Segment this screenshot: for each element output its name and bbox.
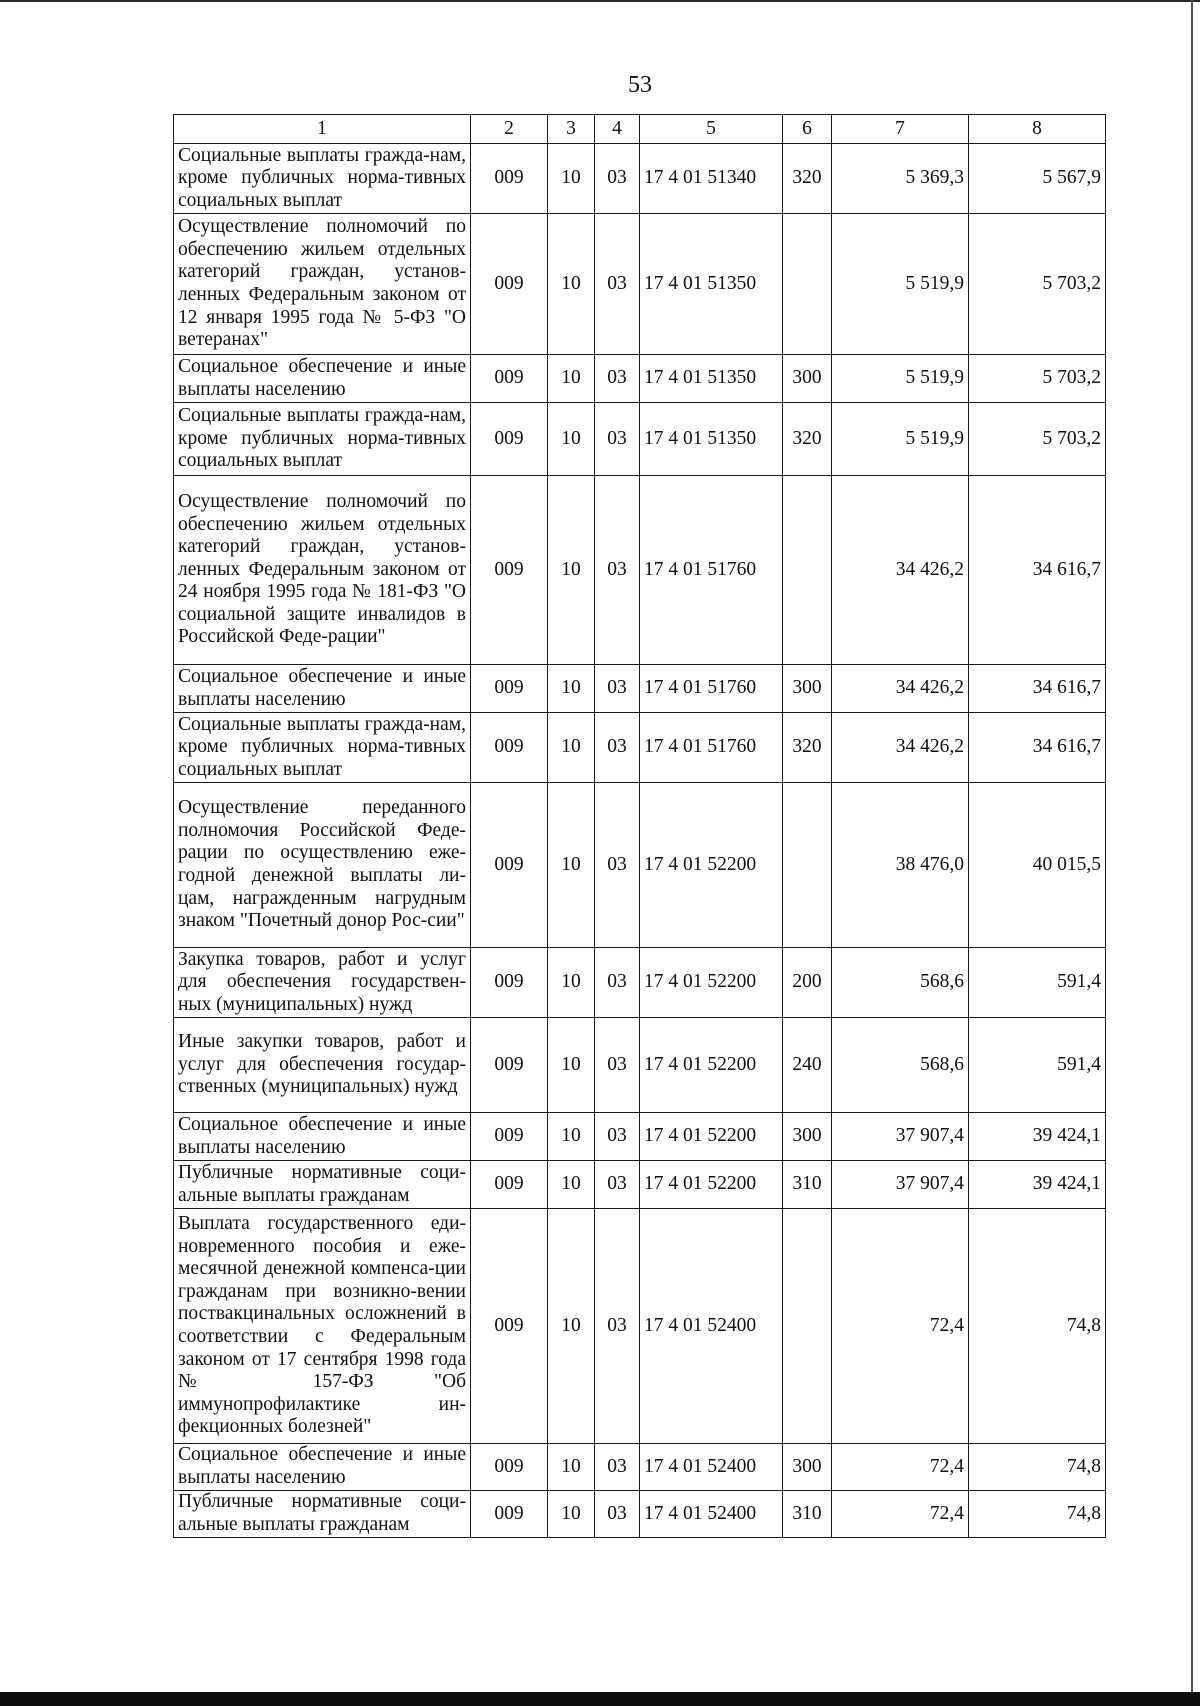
row-col-8: 34 616,7 [969,665,1106,713]
row-name: Социальное обеспечение и иные выплаты населению [174,665,471,713]
row-col-8: 74,8 [969,1491,1106,1538]
row-col-4: 03 [595,1444,640,1491]
row-col-3: 10 [548,1161,595,1209]
table-row [174,1444,1106,1491]
table-row [174,355,1106,403]
row-col-7: 5 369,3 [832,144,969,214]
table-row [174,403,1106,476]
row-col-8: 74,8 [969,1444,1106,1491]
table-row [174,214,1106,355]
row-name: Публичные нормативные соци-альные выплаты гражданам [174,1491,471,1538]
row-col-3: 10 [548,665,595,713]
row-col-7: 72,4 [832,1491,969,1538]
row-col-4: 03 [595,1161,640,1209]
table-header-row [174,115,1106,144]
row-col-4: 03 [595,713,640,783]
row-name: Осуществление полномочий по обеспечению жильем отдельных категорий граждан, установ-ленных Федеральным законом от 24 ноября 1995 года № 181-ФЗ "О социальной защите инвалидов в Российской Феде-рации" [174,476,471,665]
table-row [174,1018,1106,1113]
row-col-2: 009 [471,713,548,783]
row-col-3: 10 [548,355,595,403]
row-col-8: 74,8 [969,1209,1106,1444]
header-col-2: 2 [471,115,548,144]
row-col-7: 5 519,9 [832,403,969,476]
table-row [174,1209,1106,1444]
row-col-5: 17 4 01 51760 [640,713,783,783]
scan-edge-right [1191,0,1193,1692]
row-name: Выплата государственного еди-новременного пособия и еже-месячной денежной компенса-ции гражданам при возникно-вении поствакцинальных осложнений в соответствии с Федеральным законом от 17 сентября 1998 года № 157-ФЗ "Об иммунопрофилактике ин-фекционных болезней" [174,1209,471,1444]
row-col-5: 17 4 01 52200 [640,1018,783,1113]
row-col-3: 10 [548,1491,595,1538]
row-col-4: 03 [595,1113,640,1161]
row-col-4: 03 [595,1209,640,1444]
table-row [174,144,1106,214]
row-col-7: 5 519,9 [832,355,969,403]
row-col-5: 17 4 01 52400 [640,1444,783,1491]
table-row [174,476,1106,665]
row-col-5: 17 4 01 51340 [640,144,783,214]
row-name: Социальные выплаты гражда-нам, кроме публичных норма-тивных социальных выплат [174,144,471,214]
row-col-2: 009 [471,403,548,476]
row-col-3: 10 [548,713,595,783]
row-col-5: 17 4 01 52200 [640,1113,783,1161]
row-col-7: 37 907,4 [832,1113,969,1161]
row-col-6: 300 [783,665,832,713]
table-body [174,144,1106,1538]
row-col-6 [783,1209,832,1444]
row-name: Социальное обеспечение и иные выплаты населению [174,355,471,403]
row-col-6: 310 [783,1491,832,1538]
row-col-3: 10 [548,144,595,214]
row-name: Иные закупки товаров, работ и услуг для обеспечения государ-ственных (муниципальных) нужд [174,1018,471,1113]
row-col-8: 39 424,1 [969,1113,1106,1161]
row-col-2: 009 [471,355,548,403]
row-name: Социальные выплаты гражда-нам, кроме публичных норма-тивных социальных выплат [174,713,471,783]
header-col-8: 8 [969,115,1106,144]
row-name: Осуществление полномочий по обеспечению жильем отдельных категорий граждан, установ-ленных Федеральным законом от 12 января 1995 года № 5-ФЗ "О ветеранах" [174,214,471,355]
header-col-4: 4 [595,115,640,144]
header-col-3: 3 [548,115,595,144]
row-col-5: 17 4 01 51350 [640,403,783,476]
row-col-6: 320 [783,144,832,214]
row-col-5: 17 4 01 51760 [640,476,783,665]
row-col-4: 03 [595,1018,640,1113]
row-name: Социальное обеспечение и иные выплаты населению [174,1444,471,1491]
row-col-7: 568,6 [832,1018,969,1113]
row-col-7: 37 907,4 [832,1161,969,1209]
row-col-5: 17 4 01 52400 [640,1209,783,1444]
row-col-3: 10 [548,1018,595,1113]
row-name: Социальные выплаты гражда-нам, кроме публичных норма-тивных социальных выплат [174,403,471,476]
table-row [174,713,1106,783]
row-col-4: 03 [595,665,640,713]
row-col-7: 568,6 [832,948,969,1018]
row-col-8: 39 424,1 [969,1161,1106,1209]
row-col-6 [783,214,832,355]
row-col-4: 03 [595,1491,640,1538]
row-col-2: 009 [471,1209,548,1444]
row-col-5: 17 4 01 52200 [640,948,783,1018]
row-col-2: 009 [471,476,548,665]
row-col-8: 5 567,9 [969,144,1106,214]
page-number: 53 [628,72,652,98]
row-col-6: 310 [783,1161,832,1209]
row-col-2: 009 [471,1161,548,1209]
row-col-5: 17 4 01 51760 [640,665,783,713]
row-col-4: 03 [595,144,640,214]
row-col-8: 5 703,2 [969,214,1106,355]
header-col-6: 6 [783,115,832,144]
row-col-2: 009 [471,1018,548,1113]
row-col-6: 240 [783,1018,832,1113]
table-row [174,1491,1106,1538]
row-col-2: 009 [471,1444,548,1491]
row-name: Публичные нормативные соци-альные выплаты гражданам [174,1161,471,1209]
row-col-3: 10 [548,1113,595,1161]
row-col-7: 5 519,9 [832,214,969,355]
row-col-4: 03 [595,403,640,476]
row-col-7: 72,4 [832,1444,969,1491]
table-row [174,1113,1106,1161]
row-col-5: 17 4 01 52200 [640,1161,783,1209]
row-col-6: 320 [783,713,832,783]
row-col-3: 10 [548,783,595,948]
table-row [174,783,1106,948]
row-col-8: 5 703,2 [969,403,1106,476]
row-col-3: 10 [548,476,595,665]
row-col-4: 03 [595,476,640,665]
row-col-2: 009 [471,1491,548,1538]
row-col-3: 10 [548,214,595,355]
row-name: Осуществление переданного полномочия Российской Феде-рации по осуществлению еже-годной денежной выплаты ли-цам, награжденным нагрудным знаком "Почетный донор Рос-сии" [174,783,471,948]
row-col-7: 34 426,2 [832,476,969,665]
row-col-2: 009 [471,783,548,948]
table-row [174,1161,1106,1209]
row-col-3: 10 [548,1209,595,1444]
row-col-3: 10 [548,1444,595,1491]
row-col-3: 10 [548,403,595,476]
row-col-6: 200 [783,948,832,1018]
row-col-8: 591,4 [969,948,1106,1018]
header-col-7: 7 [832,115,969,144]
scan-edge-bottom [0,1692,1200,1706]
row-col-2: 009 [471,214,548,355]
row-col-8: 40 015,5 [969,783,1106,948]
row-col-2: 009 [471,1113,548,1161]
row-col-3: 10 [548,948,595,1018]
row-col-8: 34 616,7 [969,713,1106,783]
row-col-6: 300 [783,1444,832,1491]
table-row [174,665,1106,713]
row-col-7: 34 426,2 [832,713,969,783]
row-col-7: 72,4 [832,1209,969,1444]
row-col-2: 009 [471,144,548,214]
scan-edge-top [0,0,1200,2]
header-col-5: 5 [640,115,783,144]
budget-table [173,114,1106,1538]
row-col-6: 300 [783,1113,832,1161]
row-col-8: 34 616,7 [969,476,1106,665]
row-col-6 [783,476,832,665]
row-col-4: 03 [595,214,640,355]
row-col-7: 38 476,0 [832,783,969,948]
row-col-7: 34 426,2 [832,665,969,713]
row-col-5: 17 4 01 51350 [640,355,783,403]
row-col-6: 320 [783,403,832,476]
row-col-8: 591,4 [969,1018,1106,1113]
row-col-4: 03 [595,783,640,948]
row-col-6 [783,783,832,948]
row-name: Социальное обеспечение и иные выплаты населению [174,1113,471,1161]
row-name: Закупка товаров, работ и услуг для обеспечения государствен-ных (муниципальных) нужд [174,948,471,1018]
table-row [174,948,1106,1018]
row-col-4: 03 [595,948,640,1018]
row-col-2: 009 [471,665,548,713]
row-col-5: 17 4 01 52200 [640,783,783,948]
header-col-1: 1 [174,115,471,144]
row-col-6: 300 [783,355,832,403]
row-col-5: 17 4 01 51350 [640,214,783,355]
row-col-8: 5 703,2 [969,355,1106,403]
row-col-4: 03 [595,355,640,403]
row-col-2: 009 [471,948,548,1018]
row-col-5: 17 4 01 52400 [640,1491,783,1538]
